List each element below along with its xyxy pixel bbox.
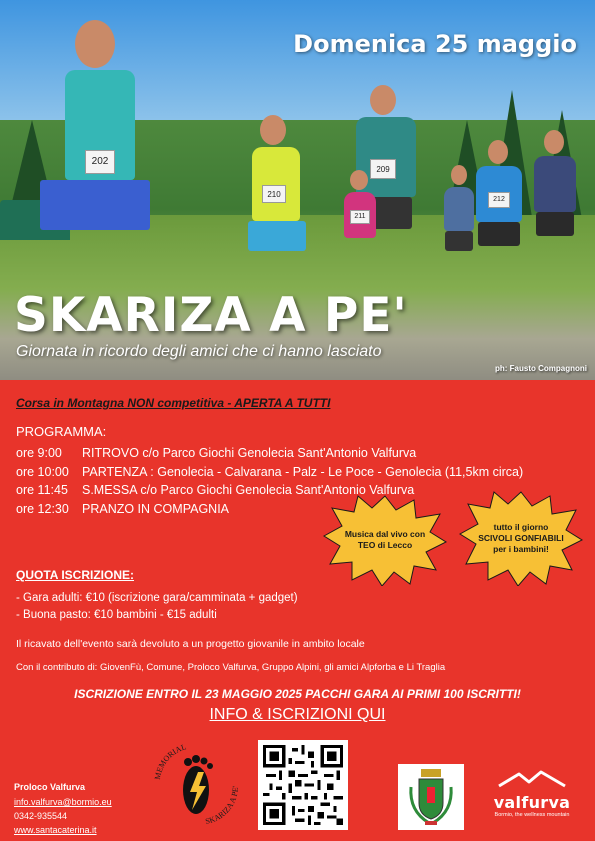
event-tagline: Corsa in Montagna NON competitiva - APERTA A TUTTI xyxy=(16,396,331,410)
event-date: Domenica 25 maggio xyxy=(293,30,577,58)
program-time: ore 9:00 xyxy=(16,446,62,460)
bib-number: 209 xyxy=(376,165,390,174)
municipal-crest xyxy=(398,764,464,830)
mountain-logo-icon xyxy=(497,770,567,788)
burst-slides-line2: SCIVOLI GONFIABILI xyxy=(478,532,564,543)
brand-claim: Bormio, the wellness mountain xyxy=(494,812,570,818)
program-text: PARTENZA : Genolecia - Calvarana - Palz - Le Poce - Genolecia (11,5km circa) xyxy=(82,464,524,479)
runner xyxy=(30,20,160,320)
program-heading: PROGRAMMA: xyxy=(16,424,107,439)
runner xyxy=(530,130,585,280)
quota-item: - Gara adulti: €10 (iscrizione gara/camminata + gadget) xyxy=(16,592,298,604)
svg-text:SKARIZA A PE' xyxy=(204,785,240,826)
memorial-bottom-text: SKARIZA A PE' xyxy=(204,786,240,827)
program-time: ore 11:45 xyxy=(16,483,68,497)
program-text: S.MESSA c/o Parco Giochi Genolecia Sant'Antonio Valfurva xyxy=(82,483,415,497)
event-subtitle: Giornata in ricordo degli amici che ci hanno lasciato xyxy=(16,343,382,360)
photo-credit: ph: Fausto Compagnoni xyxy=(495,364,587,373)
info-registration-link[interactable]: INFO & ISCRIZIONI QUI xyxy=(209,706,386,723)
burst-music-line1: Musica dal vivo con xyxy=(344,529,426,539)
svg-text:MEMORIAL xyxy=(153,742,187,780)
footer-phone: 0342-935544 xyxy=(14,811,68,821)
event-title: SKARIZA A PE' xyxy=(14,288,408,343)
brand-name: valfurva xyxy=(493,793,571,812)
runner xyxy=(440,165,480,285)
bib-number: 202 xyxy=(91,156,109,167)
registration-deadline: ISCRIZIONE ENTRO IL 23 MAGGIO 2025 PACCHI GARA AI PRIMI 100 ISCRITTI! xyxy=(74,687,521,701)
bib-number: 210 xyxy=(267,190,281,199)
runner xyxy=(340,170,380,290)
crest-shield-icon xyxy=(405,767,457,827)
bib-number: 211 xyxy=(354,213,366,220)
footer-org: Proloco Valfurva xyxy=(14,782,86,792)
slides-burst xyxy=(458,490,584,586)
proceeds-note: Il ricavato dell'evento sarà devoluto a un progetto giovanile in ambito locale xyxy=(16,638,365,650)
burst-slides-line1: tutto il giorno xyxy=(493,521,549,532)
qr-code[interactable] xyxy=(258,740,348,830)
qr-code-icon xyxy=(263,745,343,825)
memorial-footprint-icon xyxy=(150,740,240,830)
music-burst xyxy=(322,494,448,586)
program-time: ore 10:00 xyxy=(16,464,69,479)
footer-email[interactable]: info.valfurva@bormio.eu xyxy=(14,797,112,807)
program-item xyxy=(16,444,486,463)
program-item xyxy=(16,463,524,482)
program-text: RITROVO c/o Parco Giochi Genolecia Sant'Antonio Valfurva xyxy=(82,446,417,460)
bib-number: 212 xyxy=(493,196,505,203)
program-time: ore 12:30 xyxy=(16,501,69,516)
burst-slides-line3: per i bambini! xyxy=(493,543,549,554)
valfurva-brand xyxy=(482,770,582,818)
burst-music-line2: TEO di Lecco xyxy=(357,540,413,550)
footer-website[interactable]: www.santacaterina.it xyxy=(14,825,97,835)
memorial-top-text: MEMORIAL xyxy=(152,742,188,781)
program-text: PRANZO IN COMPAGNIA xyxy=(82,501,230,516)
quota-heading: QUOTA ISCRIZIONE: xyxy=(16,568,134,582)
quota-list xyxy=(16,590,298,624)
memorial-logo xyxy=(150,740,240,830)
hero-photo xyxy=(0,0,595,380)
quota-item: - Buona pasto: €10 bambini - €15 adulti xyxy=(16,609,217,621)
contributors-note: Con il contributo di: GiovenFù, Comune, Proloco Valfurva, Gruppo Alpini, gli amici Alpforba e Li Traglia xyxy=(16,662,446,673)
runner xyxy=(240,115,320,295)
